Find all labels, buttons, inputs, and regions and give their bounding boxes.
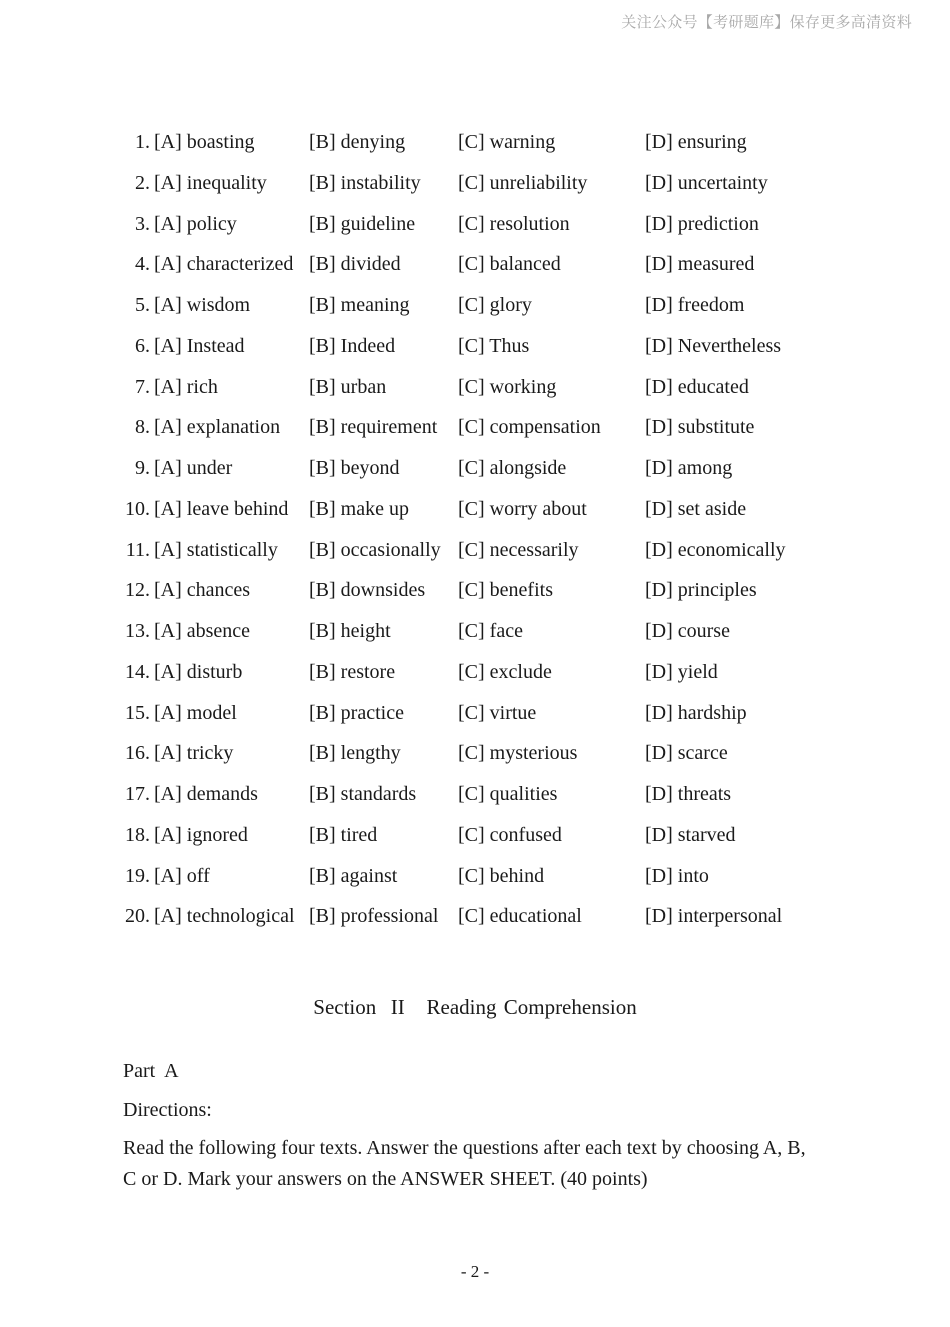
option-c: [C] unreliability bbox=[458, 171, 588, 194]
option-c: [C] working bbox=[458, 375, 557, 398]
option-b: [B] divided bbox=[309, 253, 401, 276]
option-d: [D] yield bbox=[645, 660, 718, 683]
question-row bbox=[0, 126, 950, 167]
question-number: 9. bbox=[135, 457, 150, 479]
option-a: [A] absence bbox=[154, 620, 251, 642]
question-row bbox=[0, 248, 950, 289]
option-b: [B] Indeed bbox=[309, 334, 396, 357]
question-number: 20. bbox=[125, 905, 150, 928]
option-a: [A] statistically bbox=[154, 538, 278, 561]
option-b: [B] tired bbox=[309, 823, 378, 846]
question-row bbox=[0, 900, 950, 941]
option-c: [C] compensation bbox=[458, 416, 601, 439]
page-number: - 2 - bbox=[460, 1262, 490, 1281]
option-d: [D] economically bbox=[645, 538, 786, 561]
option-b: [B] denying bbox=[309, 131, 406, 153]
question-number: 19. bbox=[125, 864, 150, 887]
watermark-text: 关注公众号【考研题库】保存更多高清资料 bbox=[621, 13, 912, 31]
question-number: 3. bbox=[135, 212, 150, 235]
option-d: [D] set aside bbox=[645, 497, 747, 520]
question-row bbox=[0, 371, 950, 412]
option-c: [C] alongside bbox=[458, 457, 567, 479]
option-a: [A] disturb bbox=[154, 660, 243, 683]
option-d: [D] substitute bbox=[645, 416, 755, 439]
option-d: [D] into bbox=[645, 864, 709, 887]
option-a: [A] off bbox=[154, 864, 210, 887]
question-number: 18. bbox=[125, 823, 150, 846]
option-b: [B] meaning bbox=[309, 294, 410, 316]
question-row bbox=[0, 737, 950, 778]
question-row bbox=[0, 330, 950, 371]
option-b: [B] guideline bbox=[309, 212, 416, 235]
question-row bbox=[0, 534, 950, 575]
question-row bbox=[0, 656, 950, 697]
option-c: [C] mysterious bbox=[458, 742, 578, 765]
option-a: [A] ignored bbox=[154, 823, 248, 846]
option-c: [C] warning bbox=[458, 131, 556, 153]
option-c: [C] resolution bbox=[458, 212, 570, 235]
question-row bbox=[0, 697, 950, 738]
directions-text: Read the following four texts. Answer the questions after each text by choosing A, B, C or D. Mark your answers on the ANSWER SHEET. (40 points) bbox=[123, 1137, 806, 1190]
question-number: 1. bbox=[135, 131, 150, 153]
option-b: [B] make up bbox=[309, 497, 409, 520]
question-number: 4. bbox=[135, 253, 150, 276]
option-b: [B] practice bbox=[309, 701, 404, 724]
question-number: 15. bbox=[125, 701, 150, 724]
option-c: [C] educational bbox=[458, 905, 582, 928]
option-d: [D] freedom bbox=[645, 294, 745, 316]
option-d: [D] interpersonal bbox=[645, 905, 783, 928]
option-a: [A] chances bbox=[154, 579, 251, 602]
option-a: [A] explanation bbox=[154, 416, 281, 439]
option-c: [C] exclude bbox=[458, 660, 552, 683]
part-title: Part A bbox=[123, 1060, 179, 1082]
question-number: 11. bbox=[125, 538, 150, 561]
option-d: [D] hardship bbox=[645, 701, 747, 724]
option-d: [D] Nevertheless bbox=[645, 334, 782, 357]
option-d: [D] principles bbox=[645, 579, 757, 602]
option-c: [C] face bbox=[458, 620, 523, 642]
question-list bbox=[0, 126, 950, 941]
option-b: [B] occasionally bbox=[309, 538, 441, 561]
option-a: [A] leave behind bbox=[154, 497, 289, 520]
question-number: 2. bbox=[135, 171, 150, 194]
option-c: [C] glory bbox=[458, 294, 532, 316]
question-number: 16. bbox=[125, 742, 150, 765]
option-c: [C] necessarily bbox=[458, 538, 579, 561]
option-d: [D] uncertainty bbox=[645, 171, 768, 194]
option-b: [B] professional bbox=[309, 905, 439, 928]
option-d: [D] prediction bbox=[645, 212, 759, 235]
option-a: [A] inequality bbox=[154, 171, 267, 194]
option-b: [B] against bbox=[309, 864, 398, 887]
question-row bbox=[0, 819, 950, 860]
option-a: [A] Instead bbox=[154, 334, 245, 357]
question-row bbox=[0, 452, 950, 493]
option-b: [B] standards bbox=[309, 783, 417, 805]
option-d: [D] ensuring bbox=[645, 131, 747, 153]
option-c: [C] behind bbox=[458, 864, 545, 887]
option-b: [B] requirement bbox=[309, 416, 438, 439]
option-a: [A] wisdom bbox=[154, 294, 251, 316]
option-b: [B] instability bbox=[309, 171, 421, 194]
option-d: [D] threats bbox=[645, 783, 732, 805]
option-d: [D] starved bbox=[645, 823, 736, 846]
question-row bbox=[0, 411, 950, 452]
option-c: [C] Thus bbox=[458, 334, 530, 357]
question-row bbox=[0, 208, 950, 249]
question-row bbox=[0, 493, 950, 534]
question-number: 8. bbox=[135, 416, 150, 439]
option-b: [B] downsides bbox=[309, 579, 426, 602]
option-d: [D] educated bbox=[645, 375, 749, 398]
option-d: [D] course bbox=[645, 620, 730, 642]
option-a: [A] under bbox=[154, 457, 233, 479]
option-d: [D] measured bbox=[645, 253, 755, 276]
section-title: Section II Reading Comprehension bbox=[313, 995, 637, 1019]
option-c: [C] virtue bbox=[458, 701, 537, 724]
option-d: [D] among bbox=[645, 457, 733, 479]
question-row bbox=[0, 574, 950, 615]
option-a: [A] demands bbox=[154, 783, 258, 805]
question-row bbox=[0, 167, 950, 208]
option-a: [A] characterized bbox=[154, 253, 294, 276]
option-b: [B] height bbox=[309, 620, 391, 642]
option-b: [B] beyond bbox=[309, 457, 400, 479]
option-a: [A] rich bbox=[154, 375, 218, 398]
question-number: 17. bbox=[125, 783, 150, 805]
option-a: [A] tricky bbox=[154, 742, 234, 765]
option-a: [A] technological bbox=[154, 905, 295, 928]
question-number: 6. bbox=[135, 334, 150, 357]
option-a: [A] policy bbox=[154, 212, 237, 235]
directions-label: Directions: bbox=[123, 1099, 212, 1121]
question-row bbox=[0, 615, 950, 656]
option-c: [C] benefits bbox=[458, 579, 553, 602]
question-row bbox=[0, 860, 950, 901]
question-number: 5. bbox=[135, 294, 150, 316]
question-number: 10. bbox=[125, 497, 150, 520]
option-b: [B] lengthy bbox=[309, 742, 401, 765]
option-a: [A] boasting bbox=[154, 131, 255, 153]
option-c: [C] worry about bbox=[458, 497, 587, 520]
option-c: [C] confused bbox=[458, 823, 562, 846]
question-row bbox=[0, 289, 950, 330]
option-d: [D] scarce bbox=[645, 742, 728, 765]
question-row bbox=[0, 778, 950, 819]
option-b: [B] restore bbox=[309, 660, 396, 683]
question-number: 7. bbox=[135, 375, 150, 398]
question-number: 12. bbox=[125, 579, 150, 602]
option-c: [C] balanced bbox=[458, 253, 561, 276]
question-number: 14. bbox=[125, 660, 150, 683]
option-b: [B] urban bbox=[309, 375, 387, 398]
option-a: [A] model bbox=[154, 701, 237, 724]
question-number: 13. bbox=[125, 620, 150, 642]
option-c: [C] qualities bbox=[458, 783, 558, 805]
